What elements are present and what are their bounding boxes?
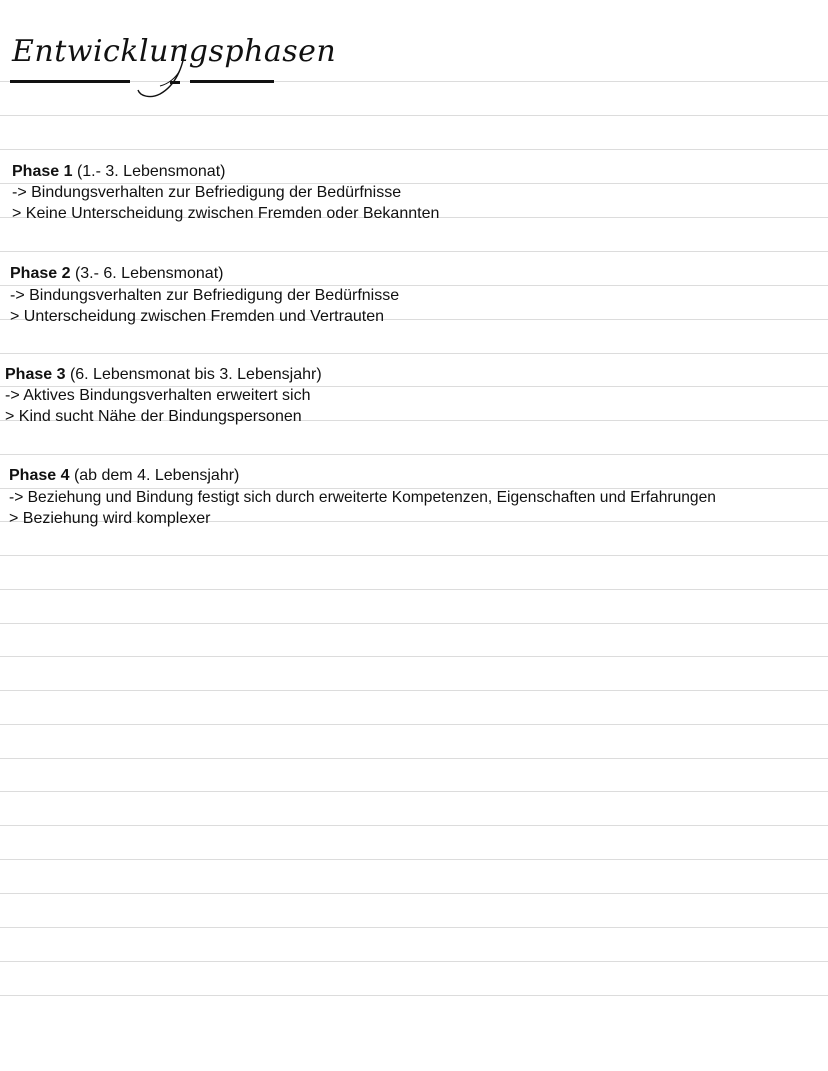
ruled-line bbox=[0, 115, 828, 116]
phase-1-line-2: > Keine Unterscheidung zwischen Fremden oder Bekannten bbox=[12, 205, 440, 222]
ruled-line bbox=[0, 825, 828, 826]
phase-2-line-1: -> Bindungsverhalten zur Befriedigung der Bedürfnisse bbox=[10, 287, 400, 304]
ruled-line bbox=[0, 995, 828, 996]
phase-2-heading bbox=[10, 264, 223, 284]
ruled-line bbox=[0, 927, 828, 928]
phase-1-name: Phase 1 bbox=[12, 163, 73, 180]
ruled-line bbox=[0, 893, 828, 894]
phase-3-line-2: > Kind sucht Nähe der Bindungspersonen bbox=[5, 408, 302, 425]
page-title: Entwicklungsphasen bbox=[12, 34, 337, 69]
ruled-line bbox=[0, 589, 828, 590]
phase-4-line-1: -> Beziehung und Bindung festigt sich durch erweiterte Kompetenzen, Eigenschaften und Erfahrungen bbox=[9, 489, 716, 506]
phase-4-line-2: > Beziehung wird komplexer bbox=[9, 510, 211, 527]
ruled-line bbox=[0, 623, 828, 624]
phase-3-heading bbox=[5, 365, 322, 385]
ruled-line bbox=[0, 724, 828, 725]
phase-4-period: (ab dem 4. Lebensjahr) bbox=[73, 467, 240, 484]
ruled-line bbox=[0, 251, 828, 252]
phase-3-line-1: -> Aktives Bindungsverhalten erweitert sich bbox=[5, 387, 311, 404]
ruled-line bbox=[0, 791, 828, 792]
phase-3-period: (6. Lebensmonat bis 3. Lebensjahr) bbox=[69, 366, 322, 383]
ruled-line bbox=[0, 656, 828, 657]
phase-2-name: Phase 2 bbox=[10, 265, 71, 282]
ruled-line bbox=[0, 690, 828, 691]
phase-1-heading bbox=[12, 162, 225, 182]
phase-1-period: (1.- 3. Lebensmonat) bbox=[76, 163, 226, 180]
phase-3-name: Phase 3 bbox=[5, 366, 66, 383]
phase-4-name: Phase 4 bbox=[9, 467, 70, 484]
page-title-block bbox=[10, 26, 337, 100]
ruled-line bbox=[0, 454, 828, 455]
ruled-line bbox=[0, 859, 828, 860]
ruled-line bbox=[0, 758, 828, 759]
phase-2-line-2: > Unterscheidung zwischen Fremden und Vertrauten bbox=[10, 308, 384, 325]
phase-2-period: (3.- 6. Lebensmonat) bbox=[74, 265, 224, 282]
ruled-line bbox=[0, 149, 828, 150]
phase-1-line-1: -> Bindungsverhalten zur Befriedigung der Bedürfnisse bbox=[12, 184, 402, 201]
phase-4-heading bbox=[9, 466, 239, 486]
ruled-line bbox=[0, 961, 828, 962]
ruled-line bbox=[0, 353, 828, 354]
ruled-line bbox=[0, 555, 828, 556]
